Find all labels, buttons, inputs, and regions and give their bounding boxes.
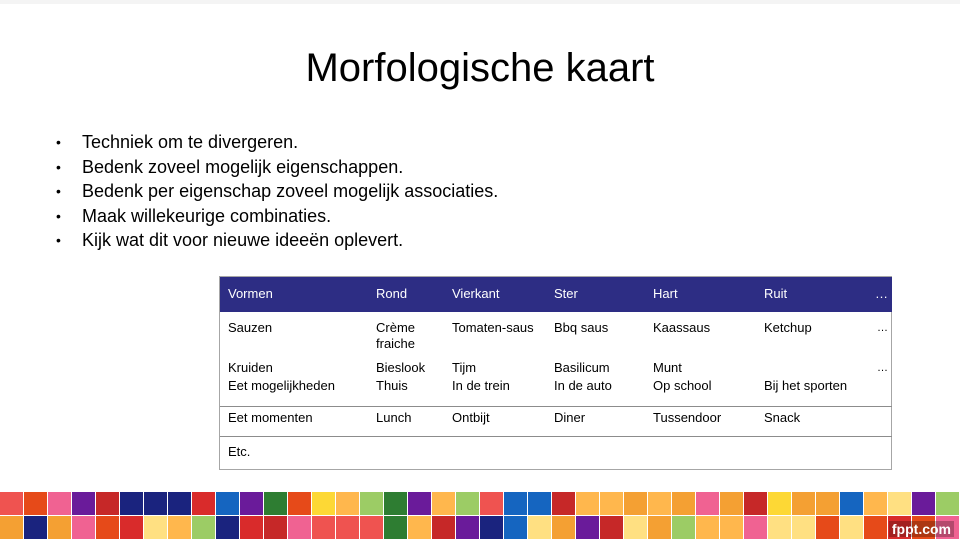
table-cell: Ketchup xyxy=(764,320,812,335)
table-cell xyxy=(756,352,862,376)
mosaic-tile xyxy=(552,516,576,540)
mosaic-tile xyxy=(192,516,216,540)
mosaic-tile xyxy=(408,492,432,516)
table-cell: Ontbijt xyxy=(452,409,490,425)
table-cell: Sauzen xyxy=(228,320,273,335)
table-cell: … xyxy=(877,362,888,374)
mosaic-tile xyxy=(864,516,888,540)
mosaic-tile xyxy=(936,492,960,516)
mosaic-tile xyxy=(0,516,24,540)
mosaic-tile xyxy=(528,492,552,516)
mosaic-tile xyxy=(864,492,888,516)
mosaic-tile xyxy=(816,492,840,516)
mosaic-tile xyxy=(24,492,48,516)
bullet-marker: • xyxy=(56,158,61,175)
mosaic-tile xyxy=(288,492,312,516)
bullet-item xyxy=(56,204,498,229)
mosaic-tile xyxy=(96,516,120,540)
table-cell xyxy=(862,406,892,436)
mosaic-tile xyxy=(216,516,240,540)
mosaic-tile xyxy=(312,492,336,516)
mosaic-tile xyxy=(240,516,264,540)
table-cell: In de trein xyxy=(452,378,510,393)
mosaic-tile xyxy=(432,516,456,540)
table-row xyxy=(220,376,892,406)
mosaic-tile xyxy=(384,516,408,540)
mosaic-tile xyxy=(816,516,840,540)
bullet-marker: • xyxy=(56,232,61,248)
mosaic-tile xyxy=(480,516,504,540)
mosaic-tile xyxy=(648,516,672,540)
header-cell: Vormen xyxy=(228,286,273,301)
table-cell: Bij het sporten xyxy=(764,378,848,393)
morphological-table xyxy=(219,276,892,470)
table-cell: Bbq saus xyxy=(554,320,609,335)
header-cell: … xyxy=(875,286,888,301)
mosaic-tile xyxy=(168,516,192,540)
mosaic-tile xyxy=(528,516,552,540)
table-header-row xyxy=(220,277,892,312)
slide-title: Morfologische kaart xyxy=(305,46,655,90)
color-mosaic-footer xyxy=(0,492,960,540)
mosaic-tile xyxy=(504,516,528,540)
mosaic-tile xyxy=(24,516,48,540)
watermark: fppt.com xyxy=(889,521,954,537)
mosaic-tile xyxy=(264,516,288,540)
table-cell: Thuis xyxy=(376,378,408,393)
table-cell: Diner xyxy=(554,409,586,425)
mosaic-tile xyxy=(720,492,744,516)
mosaic-tile xyxy=(48,516,72,540)
mosaic-tile xyxy=(72,516,96,540)
mosaic-tile xyxy=(720,516,744,540)
table-cell: Crème fraiche xyxy=(376,320,416,351)
table-cell: Tomaten-saus xyxy=(452,320,534,335)
table-row xyxy=(220,406,892,436)
mosaic-tile xyxy=(288,516,312,540)
table-cell: Tijm xyxy=(452,360,477,375)
mosaic-tile xyxy=(120,492,144,516)
mosaic-tile xyxy=(840,492,864,516)
mosaic-tile xyxy=(216,492,240,516)
table-cell: Munt xyxy=(653,360,682,375)
table-cell: Eet momenten xyxy=(228,409,313,425)
bullet-item xyxy=(56,155,498,180)
table-cell: In de auto xyxy=(554,378,612,393)
mosaic-tile xyxy=(120,516,144,540)
bullet-item xyxy=(56,130,498,155)
bullet-text: Bedenk per eigenschap zoveel mogelijk associaties. xyxy=(82,181,499,201)
mosaic-tile xyxy=(456,492,480,516)
table-row xyxy=(220,352,892,376)
mosaic-tile xyxy=(336,492,360,516)
mosaic-tile xyxy=(696,516,720,540)
mosaic-tile xyxy=(96,492,120,516)
mosaic-tile xyxy=(240,492,264,516)
bullet-text: Techniek om te divergeren. xyxy=(82,132,299,152)
table-footer-row xyxy=(220,436,892,470)
table-cell: Snack xyxy=(764,409,801,425)
mosaic-tile xyxy=(480,492,504,516)
mosaic-tile xyxy=(744,492,768,516)
header-cell: Hart xyxy=(653,286,678,301)
mosaic-tile xyxy=(552,492,576,516)
table-footer-cell: Etc. xyxy=(228,443,251,459)
bullet-text: Maak willekeurige combinaties. xyxy=(82,205,332,226)
mosaic-tile xyxy=(144,516,168,540)
mosaic-tile xyxy=(504,492,528,516)
mosaic-tile xyxy=(840,516,864,540)
mosaic-tile xyxy=(48,492,72,516)
header-cell: Vierkant xyxy=(452,286,500,301)
table-cell: Basilicum xyxy=(554,360,610,375)
mosaic-tile xyxy=(360,492,384,516)
bullet-text: Kijk wat dit voor nieuwe ideeën oplevert. xyxy=(82,230,404,250)
mosaic-tile xyxy=(0,492,24,516)
mosaic-tile xyxy=(312,516,336,540)
mosaic-tile xyxy=(672,492,696,516)
table-cell: Kaassaus xyxy=(653,320,711,335)
mosaic-tile xyxy=(768,492,792,516)
table-row xyxy=(220,312,892,352)
bullet-item xyxy=(56,179,498,204)
mosaic-tile xyxy=(696,492,720,516)
mosaic-tile xyxy=(384,492,408,516)
table-cell: Kruiden xyxy=(228,360,273,375)
mosaic-tile xyxy=(600,492,624,516)
bullet-marker: • xyxy=(56,183,61,199)
mosaic-tile xyxy=(336,516,360,540)
table-cell: Lunch xyxy=(376,409,412,425)
mosaic-tile xyxy=(168,492,192,516)
table xyxy=(220,277,892,470)
table-cell: Op school xyxy=(653,378,712,393)
mosaic-tile xyxy=(792,516,816,540)
bullet-list xyxy=(56,130,498,253)
top-strip xyxy=(0,0,960,4)
table-cell xyxy=(862,376,892,406)
mosaic-tile xyxy=(408,516,432,540)
mosaic-tile xyxy=(432,492,456,516)
header-cell: Rond xyxy=(376,286,408,301)
header-cell: Ster xyxy=(554,286,578,301)
table-cell: Eet mogelijkheden xyxy=(228,378,335,393)
bullet-marker: • xyxy=(56,134,61,150)
table-cell: … xyxy=(877,322,888,334)
mosaic-tile xyxy=(792,492,816,516)
mosaic-tile xyxy=(360,516,384,540)
mosaic-tile xyxy=(144,492,168,516)
mosaic-tile xyxy=(192,492,216,516)
mosaic-tile xyxy=(72,492,96,516)
mosaic-tile xyxy=(648,492,672,516)
mosaic-tile xyxy=(264,492,288,516)
mosaic-tile xyxy=(744,516,768,540)
table-cell: Tussendoor xyxy=(653,409,722,425)
mosaic-tile xyxy=(624,492,648,516)
header-cell: Ruit xyxy=(764,286,788,301)
mosaic-tile xyxy=(576,492,600,516)
table-cell: Bieslook xyxy=(376,360,426,375)
mosaic-tile xyxy=(456,516,480,540)
mosaic-tile xyxy=(600,516,624,540)
bullet-item xyxy=(56,228,498,253)
mosaic-tile xyxy=(912,492,936,516)
mosaic-tile xyxy=(672,516,696,540)
mosaic-tile xyxy=(768,516,792,540)
bullet-text: Bedenk zoveel mogelijk eigenschappen. xyxy=(82,156,404,177)
mosaic-tile xyxy=(624,516,648,540)
mosaic-tile xyxy=(888,492,912,516)
bullet-marker: • xyxy=(56,207,61,224)
mosaic-tile xyxy=(576,516,600,540)
